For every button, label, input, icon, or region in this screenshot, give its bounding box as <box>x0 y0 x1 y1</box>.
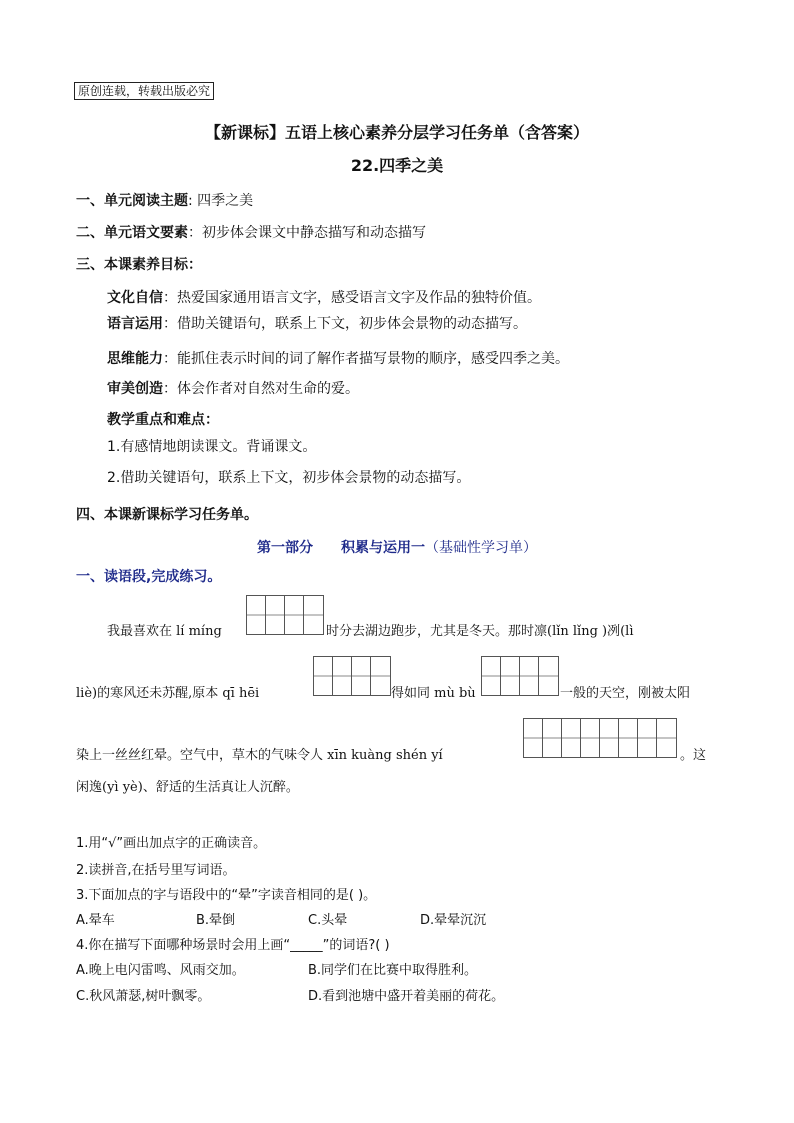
section-3 <box>76 254 202 274</box>
passage-line-2a: liè)的寒风还未苏醒,原本 qī hēi <box>76 686 260 701</box>
question-4: 4.你在描写下面哪种场景时会用上画“_____”的词语?( ) <box>76 938 390 953</box>
passage-line-2b: 得如同 mù bù <box>391 686 476 701</box>
goal-label: 语言运用 <box>107 316 163 332</box>
q4-option-a: A.晚上电闪雷鸣、风雨交加。 <box>76 963 245 978</box>
passage-line-3a: 染上一丝丝红晕。空气中，草木的气味令人 xīn kuàng shén yí <box>76 748 443 763</box>
goal-text: ：热爱国家通用语言文字，感受语言文字及作品的独特价值。 <box>163 290 541 306</box>
answer-grid-xinkuangshenyi[interactable] <box>523 718 677 758</box>
section-2-text: ：初步体会课文中静态描写和动态描写 <box>188 225 426 241</box>
focus-heading: 教学重点和难点： <box>107 412 219 428</box>
exercise-title: 一、读语段,完成练习。 <box>76 569 222 585</box>
q4-option-d: D.看到池塘中盛开着美丽的荷花。 <box>308 989 505 1004</box>
passage-line-3b: 。这 <box>680 748 707 763</box>
passage-line-4: 闲逸(yì yè)、舒适的生活真让人沉醉。 <box>76 780 299 795</box>
part-heading <box>0 537 794 557</box>
passage-line-1a: 我最喜欢在 lí míng <box>107 624 222 639</box>
focus-item: 1.有感情地朗读课文。背诵课文。 <box>107 439 317 455</box>
question-2: 2.读拼音,在括号里写词语。 <box>76 863 236 878</box>
goal-text: ：借助关键语句，联系上下文，初步体会景物的动态描写。 <box>163 316 527 332</box>
section-1 <box>76 190 253 210</box>
section-1-text: : 四季之美 <box>188 193 254 209</box>
q4-option-c: C.秋风萧瑟,树叶飘零。 <box>76 989 211 1004</box>
copyright-stamp: 原创连载，转载出版必究 <box>74 82 214 100</box>
q3-option-d: D.晕晕沉沉 <box>420 913 487 928</box>
goal-label: 思维能力 <box>107 351 163 367</box>
section-4: 四、本课新课标学习任务单。 <box>76 507 258 523</box>
q3-option-c: C.头晕 <box>308 913 348 928</box>
page-title: 【新课标】五语上核心素养分层学习任务单（含答案） <box>204 123 589 142</box>
goal-label: 文化自信 <box>107 290 163 306</box>
lesson-title: 22.四季之美 <box>350 156 444 175</box>
answer-grid-liming[interactable] <box>246 595 324 635</box>
passage-line-2c: 一般的天空，刚被太阳 <box>560 686 691 701</box>
section-3-label: 三、本课素养目标： <box>76 257 202 273</box>
q4-option-b: B.同学们在比赛中取得胜利。 <box>308 963 478 978</box>
part-name: 积累与运用一 <box>341 540 425 556</box>
goal-text: ：体会作者对自然对生命的爱。 <box>163 381 359 397</box>
goal-aesthetic <box>107 378 359 398</box>
focus-item: 2.借助关键语句，联系上下文，初步体会景物的动态描写。 <box>107 470 471 486</box>
answer-grid-qihei[interactable] <box>313 656 391 696</box>
part-number: 第一部分 <box>257 540 313 556</box>
q3-option-a: A.晕车 <box>76 913 115 928</box>
answer-grid-mubu[interactable] <box>481 656 559 696</box>
section-1-label: 一、单元阅读主题 <box>76 193 188 209</box>
question-1: 1.用“√”画出加点字的正确读音。 <box>76 836 267 851</box>
passage-line-1b: 时分去湖边跑步，尤其是冬天。那时凛(lǐn lǐng )冽(lì <box>326 624 634 639</box>
goal-culture <box>107 287 541 307</box>
q3-option-b: B.晕倒 <box>196 913 236 928</box>
goal-thinking <box>107 348 569 368</box>
question-3: 3.下面加点的字与语段中的“晕”字读音相同的是( )。 <box>76 888 377 903</box>
goal-language <box>107 313 527 333</box>
section-2 <box>76 222 426 242</box>
goal-text: ：能抓住表示时间的词了解作者描写景物的顺序，感受四季之美。 <box>163 351 569 367</box>
goal-label: 审美创造 <box>107 381 163 397</box>
part-type: （基础性学习单） <box>425 540 537 556</box>
section-2-label: 二、单元语文要素 <box>76 225 188 241</box>
